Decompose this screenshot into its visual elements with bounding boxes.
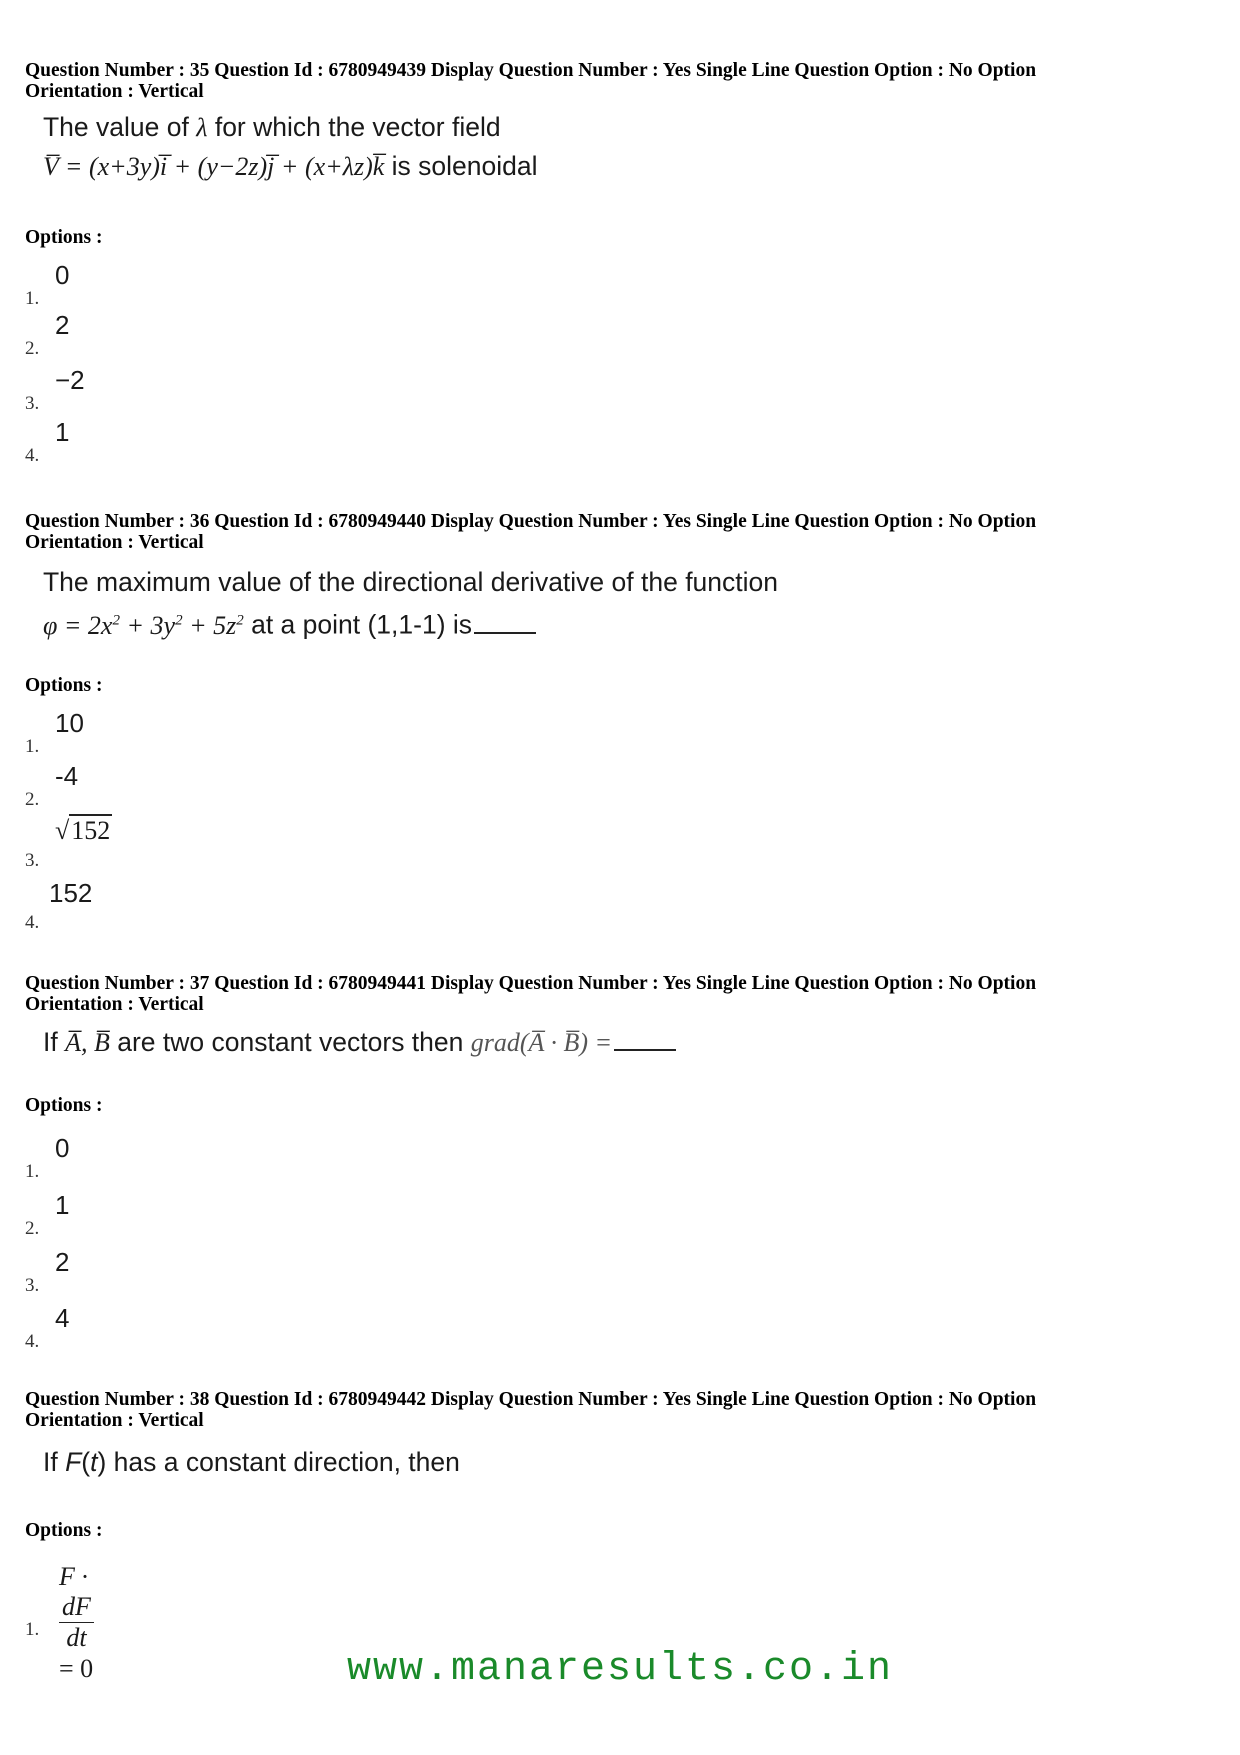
question-36: Question Number : 36 Question Id : 6780949440 Display Question Number : Yes Single Line Question Option : No Option Orientation : Vertical The maximum value of the directional derivative of the function $\varphi = 2x^2 + 3y^2 + 5z^2$ at a point (1,1-1) is Options : 1. 10 2. -4 3. √152 4. 152 bbox=[25, 511, 1215, 931]
question-38: Question Number : 38 Question Id : 6780949442 Display Question Number : Yes Single Line Question Option : No Option Orientation : Vertical If F(t) has a constant direction, then Options : 1. F · $\frac{dF}{dt}$ = 0 bbox=[25, 1389, 1215, 1639]
question-meta: Question Number : 38 Question Id : 6780949442 Display Question Number : Yes Single Line Question Option : No Option Orientation : Vertical bbox=[25, 1389, 1037, 1431]
fraction: $\frac{dF}{dt}$ bbox=[59, 1592, 94, 1653]
options-label: Options : bbox=[25, 227, 103, 248]
answer-blank bbox=[474, 632, 536, 634]
vector-field-formula: V̅ = (x+3y)i̅ + (y−2z)j̅ + (x+λz)k̅ bbox=[43, 152, 385, 181]
answer-blank bbox=[614, 1049, 676, 1051]
options-label: Options : bbox=[25, 1520, 103, 1541]
options-label: Options : bbox=[25, 675, 103, 696]
question-text: The maximum value of the directional derivative of the function $\varphi = 2x^2 + 3y^2 + 5z^2$ at a point (1,1-1) is bbox=[43, 567, 779, 640]
function-formula: $\varphi = 2x^2 + 3y^2 + 5z^2$ bbox=[43, 610, 244, 640]
question-meta: Question Number : 36 Question Id : 6780949440 Display Question Number : Yes Single Line Question Option : No Option Orientation : Vertical bbox=[25, 511, 1037, 553]
question-text: If F(t) has a constant direction, then bbox=[43, 1447, 460, 1477]
question-text: The value of λ for which the vector field V̅ = (x+3y)i̅ + (y−2z)j̅ + (x+λz)k̅ is solenoidal bbox=[43, 112, 538, 181]
options-label: Options : bbox=[25, 1095, 103, 1116]
square-root: √152 bbox=[55, 816, 111, 845]
question-37: Question Number : 37 Question Id : 6780949441 Display Question Number : Yes Single Line Question Option : No Option Orientation : Vertical If A̅, B̅ are two constant vectors then grad(A̅ · B̅) = Options : 1. 0 2. 1 3. 2 4. 4 bbox=[25, 973, 1215, 1353]
question-text: If A̅, B̅ are two constant vectors then grad(A̅ · B̅) = bbox=[25, 1023, 1215, 1062]
question-meta: Question Number : 37 Question Id : 6780949441 Display Question Number : Yes Single Line Question Option : No Option Orientation : Vertical bbox=[25, 973, 1037, 1015]
website-watermark: www.manaresults.co.in bbox=[346, 1647, 894, 1692]
question-meta: Question Number : 35 Question Id : 6780949439 Display Question Number : Yes Single Line Question Option : No Option Orientation : Vertical bbox=[25, 60, 1037, 102]
question-35: Question Number : 35 Question Id : 6780949439 Display Question Number : Yes Single Line Question Option : No Option Orientation : Vertical The value of λ for which the vector field V̅ = (x+3y)i̅ + (y−2z)j̅ + (x+λz)k̅ is solenoidal Options : 1. 0 2. 2 3. −2 4. 1 bbox=[25, 60, 1215, 480]
derivative-formula: F · $\frac{dF}{dt}$ = 0 bbox=[59, 1562, 94, 1683]
